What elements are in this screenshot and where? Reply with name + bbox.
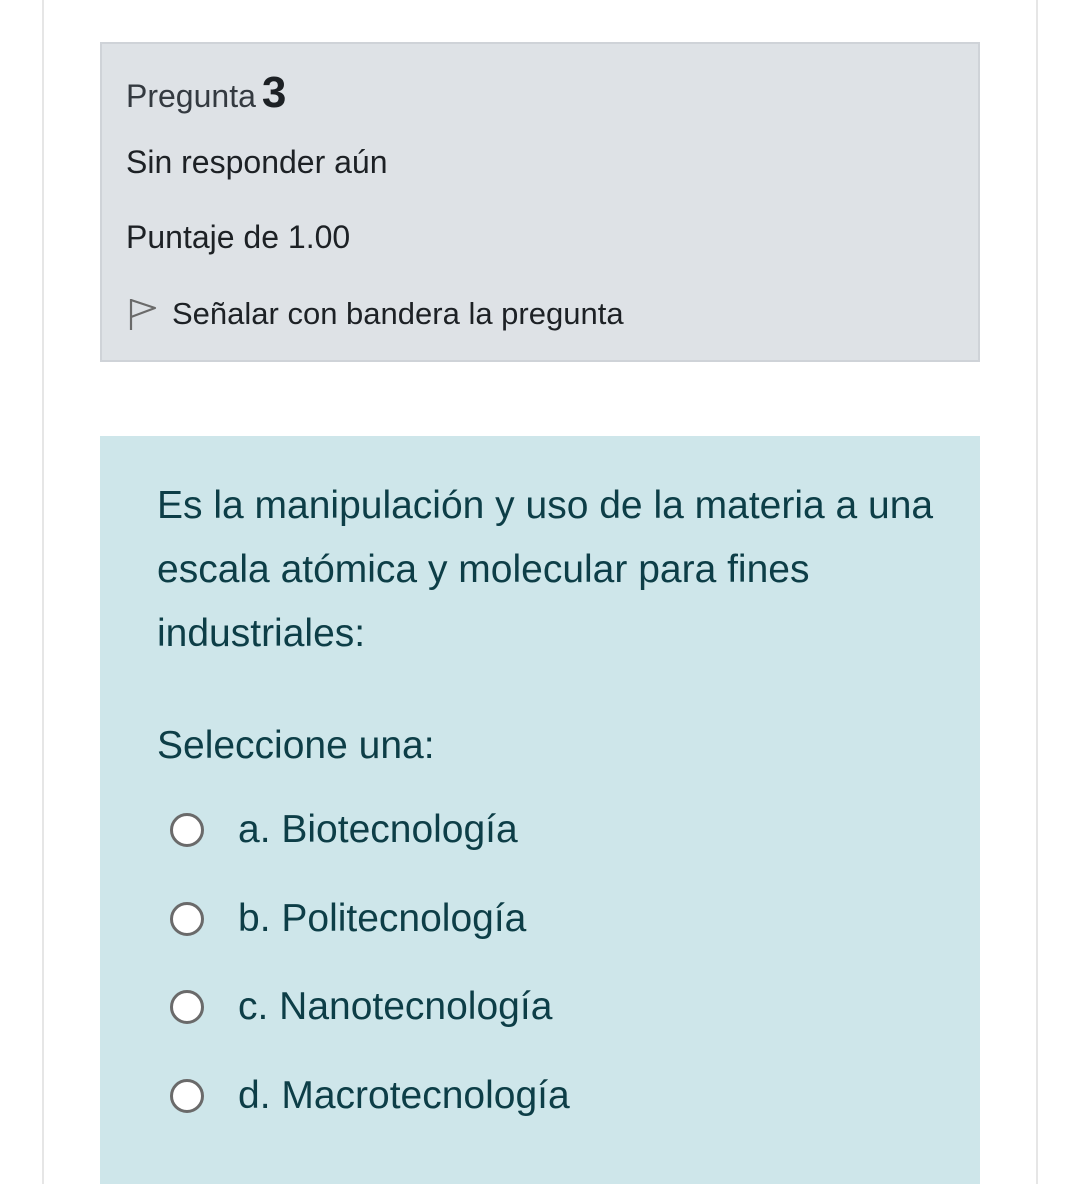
answer-prompt: Seleccione una: xyxy=(157,724,435,767)
radio-button-c[interactable] xyxy=(170,990,204,1024)
question-title-label: Pregunta xyxy=(126,78,256,114)
answer-option-d[interactable] xyxy=(170,1066,570,1126)
page-border-left xyxy=(42,0,44,1184)
flag-question-label: Señalar con bandera la pregunta xyxy=(172,296,624,331)
flag-question-link[interactable] xyxy=(126,292,624,336)
answer-label-c[interactable]: c. Nanotecnología xyxy=(238,985,553,1028)
answer-label-b[interactable]: b. Politecnología xyxy=(238,897,527,940)
flag-icon xyxy=(126,296,158,332)
question-number: 3 xyxy=(261,68,287,117)
question-heading xyxy=(126,68,286,118)
answer-label-d[interactable]: d. Macrotecnología xyxy=(238,1074,570,1117)
page-border-right xyxy=(1036,0,1038,1184)
question-text: Es la manipulación y uso de la materia a una escala atómica y molecular para fines industriales: xyxy=(157,484,934,655)
question-content-panel xyxy=(100,436,980,1184)
answer-option-c[interactable] xyxy=(170,977,552,1037)
radio-button-d[interactable] xyxy=(170,1079,204,1113)
answer-option-a[interactable] xyxy=(170,800,518,860)
question-info-panel xyxy=(100,42,980,362)
question-state: Sin responder aún xyxy=(126,144,388,180)
answer-option-b[interactable] xyxy=(170,889,526,949)
radio-button-a[interactable] xyxy=(170,813,204,847)
radio-button-b[interactable] xyxy=(170,902,204,936)
question-grade: Puntaje de 1.00 xyxy=(126,219,351,255)
answer-label-a[interactable]: a. Biotecnología xyxy=(238,808,518,851)
